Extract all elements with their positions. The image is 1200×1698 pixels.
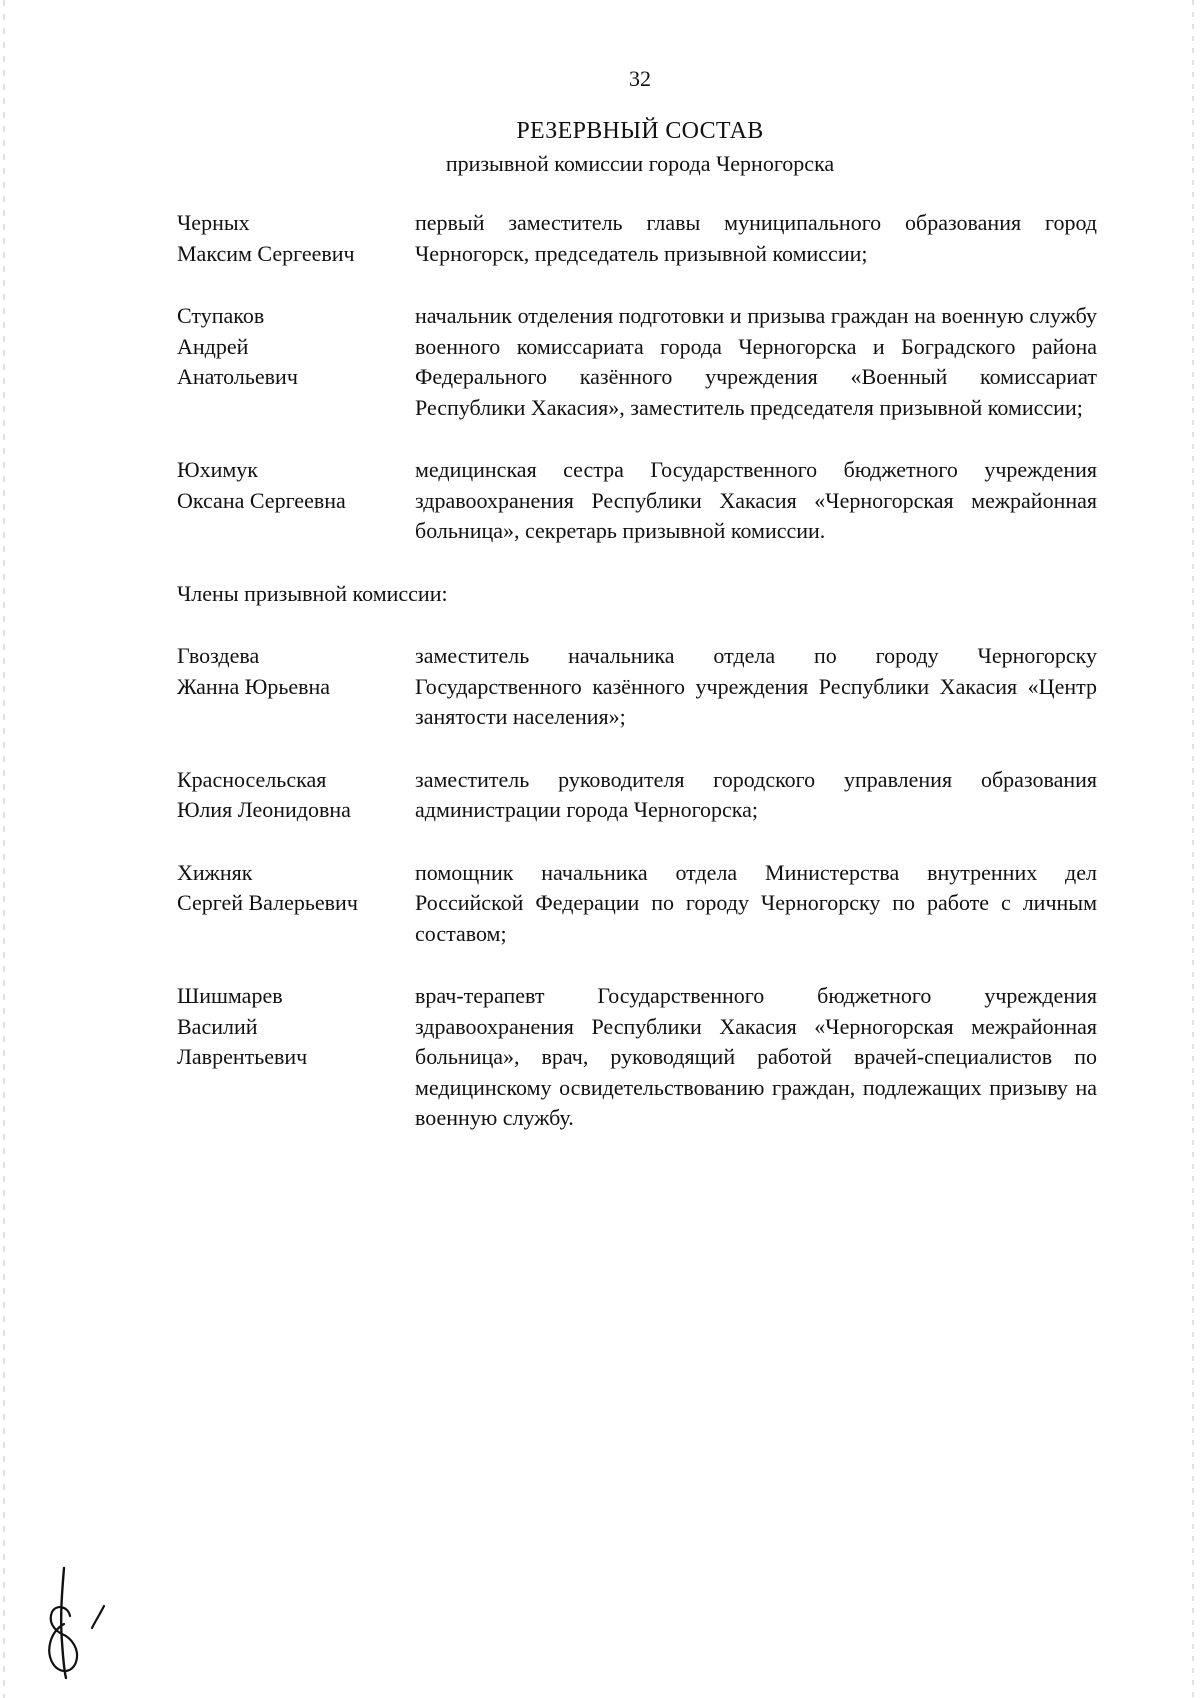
person-name: Черных Максим Сергеевич — [177, 210, 355, 266]
person-name: Красносельская Юлия Леонидовна — [177, 766, 351, 822]
person-name: Гвоздева Жанна Юрьевна — [177, 643, 331, 699]
document-subtitle: призывной комиссии города Черногорска — [445, 151, 835, 176]
member-entry — [177, 765, 1097, 826]
leadership-entry — [177, 208, 1097, 269]
person-role: заместитель руководителя городского управления образования администрации города Черногорска; — [415, 766, 1097, 822]
members-heading: Члены призывной комиссии: — [177, 580, 448, 606]
document-title: РЕЗЕРВНЫЙ СОСТАВ — [516, 118, 764, 144]
handwritten-signature — [42, 1562, 132, 1682]
person-role: начальник отделения подготовки и призыва граждан на военную службу военного комиссариата города Черногорска и Боградского района Федерального казённого учреждения «Военный комиссариат Республики Хакасия», заместитель председателя призывной комиссии; — [415, 303, 1097, 420]
person-role: помощник начальника отдела Министерства внутренних дел Российской Федерации по городу Черногорску по работе с личным составом; — [415, 859, 1097, 946]
page-number: 32 — [629, 66, 651, 91]
person-role: медицинская сестра Государственного бюджетного учреждения здравоохранения Республики Хакасия «Черногорская межрайонная больница», секретарь призывной комиссии. — [415, 457, 1097, 543]
person-role: врач-терапевт Государственного бюджетного учреждения здравоохранения Республики Хакасия «Черногорская межрайонная больница», врач, руководящий работой врачей-специалистов по медицинскому освидетельствованию граждан, подлежащих призыву на военную службу. — [415, 983, 1097, 1130]
member-entry — [177, 981, 1097, 1134]
person-name: Юхимук Оксана Сергеевна — [177, 457, 346, 513]
person-name: Хижняк Сергей Валерьевич — [177, 859, 358, 915]
scan-edge-left — [3, 0, 5, 1698]
person-role: заместитель начальника отдела по городу Черногорску Государственного казённого учреждения Республики Хакасия «Центр занятости населения»; — [415, 643, 1097, 729]
leadership-entry — [177, 455, 1097, 547]
member-entry — [177, 858, 1097, 950]
scan-edge-right — [1192, 0, 1194, 1698]
person-name: Шишмарев Василий Лаврентьевич — [177, 983, 308, 1069]
person-role: первый заместитель главы муниципального образования город Черногорск, председатель призывной комиссии; — [415, 210, 1097, 266]
person-name: Ступаков Андрей Анатольевич — [177, 303, 298, 389]
leadership-entry — [177, 301, 1097, 423]
commission-list — [177, 208, 1097, 1166]
member-entry — [177, 641, 1097, 733]
